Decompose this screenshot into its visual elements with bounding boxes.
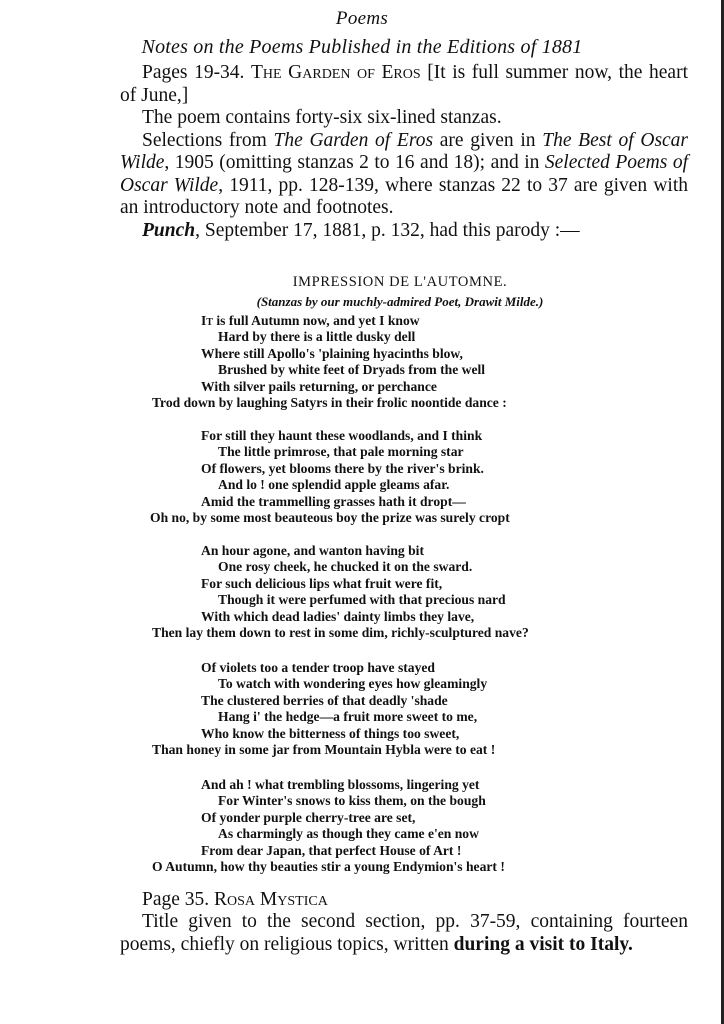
poem-line: Who know the bitterness of things too sweet, (201, 725, 460, 741)
poem-line: With which dead ladies' dainty limbs they lave, (201, 608, 475, 624)
text: Title given to the second section, pp. 37-59, containing fourteen poems, chiefly on religious topics, written (120, 911, 688, 955)
poem-line: Then lay them down to rest in some dim, richly-sculptured nave? (152, 625, 529, 640)
poem-line: For Winter's snows to kiss them, on the bough (218, 793, 486, 809)
rosa-heading (142, 889, 328, 911)
poem-line: Than honey in some jar from Mountain Hybla were to eat ! (152, 742, 496, 757)
poem-line: And lo ! one splendid apple gleams afar. (218, 477, 450, 493)
poem-name: Rosa Mystica (214, 889, 328, 910)
poem-line: Amid the trammelling grasses hath it dropt— (201, 493, 466, 509)
text: , September 17, 1881, p. 132, had this parody :— (195, 219, 580, 241)
text: Selections from (142, 129, 267, 151)
poem-line: Hard by there is a little dusky dell (218, 329, 416, 345)
book-title: The Best of Oscar Wilde (120, 129, 689, 173)
notes-intro (120, 62, 688, 242)
poem-line: Of yonder purple cherry-tree are set, (201, 809, 416, 825)
poem-line: Though it were perfumed with that precious nard (218, 592, 506, 608)
poem-line: For still they haunt these woodlands, and I think (201, 428, 483, 443)
poem-line: Oh no, by some most beauteous boy the prize was surely cropt (150, 510, 510, 525)
poem-line: As charmingly as though they came e'en now (218, 826, 479, 842)
poem-line: An hour agone, and wanton having bit (201, 543, 424, 558)
poem-line: One rosy cheek, he chucked it on the sward. (218, 559, 473, 575)
poem-title: IMPRESSION DE L'AUTOMNE. (292, 274, 508, 290)
poem-line: From dear Japan, that perfect House of Art ! (201, 842, 462, 858)
poem-name: The Garden of Eros (251, 62, 421, 83)
text: , 1905 (omitting stanzas 2 to 16 and 18); and in (164, 152, 540, 173)
page-ref: Page 35. (142, 889, 210, 910)
poem-line: With silver pails returning, or perchance (201, 378, 437, 394)
page-ref: Pages 19-34. (142, 62, 245, 83)
rosa-note (120, 911, 688, 956)
poem-line (201, 313, 420, 329)
para-punch (120, 220, 688, 243)
periodical-name: Punch (142, 219, 196, 241)
running-head: Poems (335, 8, 389, 29)
first-line: [It is full summer now, the heart of June,] (120, 62, 688, 106)
poem-line: To watch with wondering eyes how gleamingly (218, 676, 488, 692)
drop-word: It (201, 313, 213, 328)
poem-line: And ah ! what trembling blossoms, lingering yet (201, 777, 480, 792)
para-garden-of-eros (120, 62, 688, 107)
para-rosa (120, 911, 688, 956)
para-selections (120, 130, 688, 220)
line-rest: is full Autumn now, and yet I know (212, 313, 420, 328)
poem-line: O Autumn, how thy beauties stir a young Endymion's heart ! (152, 859, 505, 874)
poem-line: Where still Apollo's 'plaining hyacinths blow, (201, 345, 463, 361)
poem-line: Brushed by white feet of Dryads from the well (218, 362, 486, 378)
para-stanza-count: The poem contains forty-six six-lined stanzas. (142, 107, 502, 128)
book-title: Selected Poems of Oscar Wilde (120, 152, 688, 196)
poem-line: Of violets too a tender troop have stayed (201, 660, 435, 675)
poem-line: Hang i' the hedge—a fruit more sweet to me, (218, 709, 478, 725)
text: are given in (439, 129, 536, 151)
poem-line: The clustered berries of that deadly 'shade (201, 692, 448, 708)
section-title: Notes on the Poems Published in the Editions of 1881 (141, 36, 583, 58)
poem-subtitle: (Stanzas by our muchly-admired Poet, Drawit Milde.) (256, 294, 544, 309)
poem-line: Of flowers, yet blooms there by the river's brink. (201, 460, 484, 476)
poem-line: For such delicious lips what fruit were fit, (201, 575, 443, 591)
poem-line: Trod down by laughing Satyrs in their frolic noontide dance : (152, 395, 507, 410)
text: , 1911, pp. 128-139, where stanzas 22 to 37 are given with an introductory note and footnotes. (120, 174, 688, 218)
text-bold: during a visit to Italy. (453, 933, 633, 955)
book-title: The Garden of Eros (273, 129, 434, 151)
poem-line: The little primrose, that pale morning star (218, 444, 464, 460)
